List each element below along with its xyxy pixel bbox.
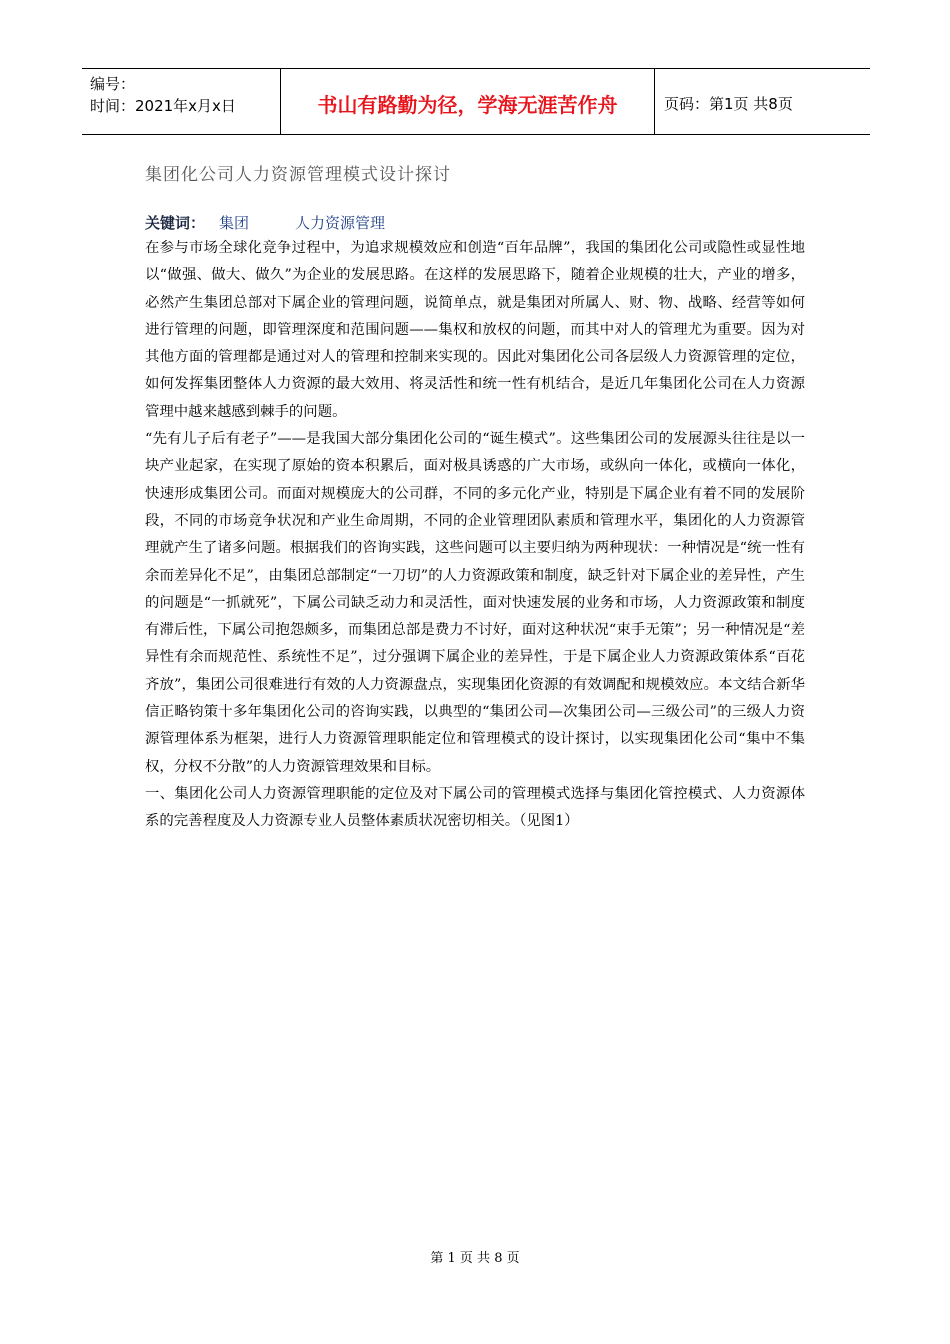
page-footer: 第 1 页 共 8 页 bbox=[430, 1251, 520, 1266]
document-body bbox=[145, 235, 805, 836]
document-title: 集团化公司人力资源管理模式设计探讨 bbox=[145, 165, 451, 185]
header-motto: 书山有路勤为径，学海无涯苦作舟 bbox=[281, 69, 655, 134]
body-paragraph: “先有儿子后有老子”——是我国大部分集团化公司的“诞生模式”。这些集团公司的发展源头往往是以一块产业起家，在实现了原始的资本积累后，面对极具诱惑的广大市场，或纵向一体化，或横向一体化，快速形成集团公司。而面对规模庞大的公司群，不同的多元化产业，特别是下属企业有着不同的发展阶段，不同的市场竞争状况和产业生命周期，不同的企业管理团队素质和管理水平，集团化的人力资源管理就产生了诸多问题。根据我们的咨询实践，这些问题可以主要归纳为两种现状：一种情况是“统一性有余而差异化不足”，由集团总部制定“一刀切”的人力资源政策和制度，缺乏针对下属企业的差异性，产生的问题是“一抓就死”，下属公司缺乏动力和灵活性，面对快速发展的业务和市场，人力资源政策和制度有滞后性，下属公司抱怨颇多，而集团总部是费力不讨好，面对这种状况“束手无策”；另一种情况是“差异性有余而规范性、系统性不足”，过分强调下属企业的差异性，于是下属企业人力资源政策体系“百花齐放”，集团公司很难进行有效的人力资源盘点，实现集团化资源的有效调配和规模效应。本文结合新华信正略钧策十多年集团化公司的咨询实践，以典型的“集团公司—次集团公司—三级公司”的三级人力资源管理体系为框架，进行人力资源管理职能定位和管理模式的设计探讨，以实现集团化公司“集中不集权，分权不分散”的人力资源管理效果和目标。 bbox=[145, 431, 805, 775]
body-paragraph: 在参与市场全球化竞争过程中，为追求规模效应和创造“百年品牌”，我国的集团化公司或隐性或显性地以“做强、做大、做久”为企业的发展思路。在这样的发展思路下，随着企业规模的壮大，产业的增多，必然产生集团总部对下属企业的管理问题，说简单点，就是集团对所属人、财、物、战略、经营等如何进行管理的问题，即管理深度和范围问题——集权和放权的问题，而其中对人的管理尤为重要。因为对其他方面的管理都是通过对人的管理和控制来实现的。因此对集团化公司各层级人力资源管理的定位，如何发挥集团整体人力资源的最大效用、将灵活性和统一性有机结合，是近几年集团化公司在人力资源管理中越来越感到棘手的问题。 bbox=[145, 240, 805, 420]
keywords-label: 关键词： bbox=[145, 214, 206, 232]
keyword-item: 集团 bbox=[219, 214, 250, 232]
body-paragraph: 一、集团化公司人力资源管理职能的定位及对下属公司的管理模式选择与集团化管控模式、人力资源体系的完善程度及人力资源专业人员整体素质状况密切相关。（见图1） bbox=[145, 785, 805, 830]
header-page-info: 页码：第1页 共8页 bbox=[664, 95, 793, 113]
page-header bbox=[82, 68, 870, 135]
header-meta bbox=[82, 69, 281, 134]
number-label: 编号： bbox=[90, 75, 136, 93]
keywords-line bbox=[145, 212, 385, 233]
keyword-item: 人力资源管理 bbox=[295, 214, 386, 232]
time-label: 时间：2021年x月x日 bbox=[90, 97, 236, 115]
